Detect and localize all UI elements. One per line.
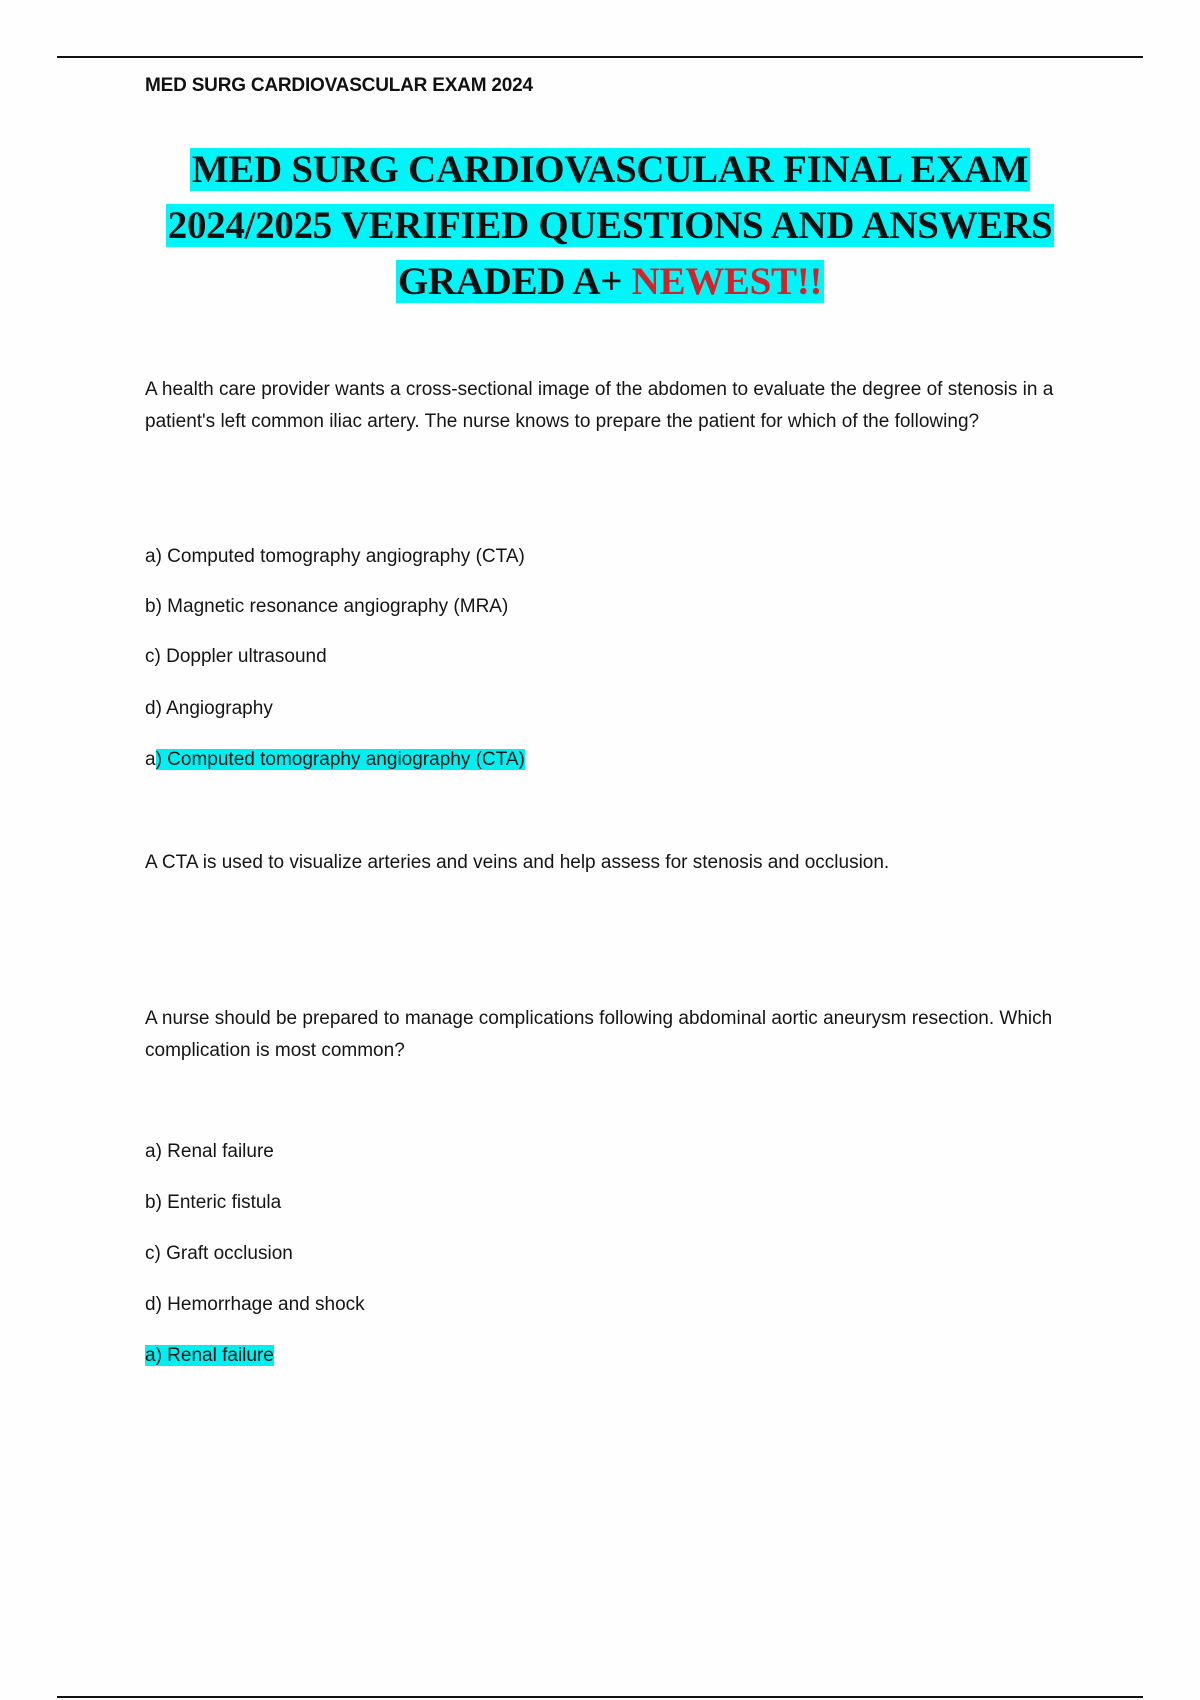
title-line-2: 2024/2025 VERIFIED QUESTIONS AND ANSWERS (167, 204, 1053, 247)
question-2-answer (145, 1345, 274, 1367)
question-1-prompt: A health care provider wants a cross-sectional image of the abdomen to evaluate the degree of stenosis in a patient's left common iliac artery. The nurse knows to prepare the patient for which of the following? (145, 379, 1054, 432)
title-line-1: MED SURG CARDIOVASCULAR FINAL EXAM (191, 148, 1029, 191)
question-1-answer-highlight: ) Computed tomography angiography (CTA) (155, 749, 525, 770)
question-1-option-a: a) Computed tomography angiography (CTA) (145, 546, 525, 567)
question-1-answer-prefix: a (145, 749, 156, 770)
top-rule (57, 56, 1143, 58)
title-graded: GRADED A+ (397, 260, 632, 303)
question-2-option-d: d) Hemorrhage and shock (145, 1294, 365, 1315)
bottom-rule (57, 1696, 1143, 1698)
question-1-option-d: d) Angiography (145, 698, 273, 719)
question-2-option-b: b) Enteric fistula (145, 1192, 282, 1213)
question-1-option-c: c) Doppler ultrasound (145, 646, 327, 667)
question-2-prompt: A nurse should be prepared to manage complications following abdominal aortic aneurysm resection. Which complication is most common? (145, 1008, 1053, 1061)
question-2-option-a: a) Renal failure (145, 1141, 274, 1162)
question-1-explanation: A CTA is used to visualize arteries and veins and help assess for stenosis and occlusion. (145, 852, 890, 873)
title-line-3 (396, 260, 824, 303)
title-newest: NEWEST!! (631, 260, 823, 303)
question-2-option-c: c) Graft occlusion (145, 1243, 293, 1264)
question-2-answer-highlight: a) Renal failure (145, 1345, 274, 1366)
question-1-answer (145, 749, 525, 771)
question-1-option-b: b) Magnetic resonance angiography (MRA) (145, 596, 509, 617)
document-title (130, 142, 1090, 310)
running-header: MED SURG CARDIOVASCULAR EXAM 2024 (145, 75, 533, 96)
